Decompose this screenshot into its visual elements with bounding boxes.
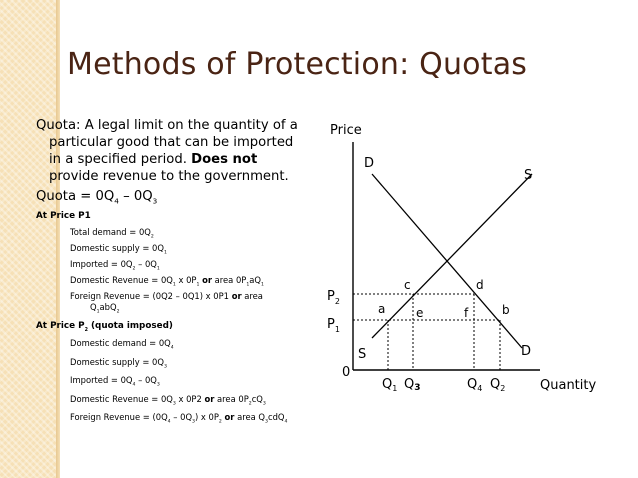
q1-label-text: Q — [382, 377, 393, 392]
item-sub: 4 — [132, 382, 136, 388]
demand-label-top: D — [364, 156, 375, 171]
item-sub: 3 — [163, 364, 167, 370]
item-bold-or: or — [231, 291, 242, 301]
item-text: Total demand = 0Q — [70, 227, 151, 237]
q2-label-sub: 2 — [500, 384, 506, 393]
item-text: x 0P — [175, 275, 197, 285]
q1-label — [382, 377, 397, 393]
slide-title: Methods of Protection: Quotas — [67, 47, 528, 82]
item-text: aQ — [249, 275, 262, 285]
item-text: Foreign Revenue = (0Q — [70, 412, 168, 422]
q4-label — [467, 377, 482, 393]
item-text: abQ — [99, 302, 117, 312]
item-text: area — [244, 291, 263, 301]
quota-def-bold: Does not — [191, 152, 258, 167]
p1-label — [327, 317, 340, 334]
q3-label — [404, 377, 421, 393]
p1-domestic-revenue — [36, 272, 336, 288]
item-sub: 2 — [132, 266, 136, 272]
p2-domestic-supply — [36, 353, 336, 372]
item-text: Domestic supply = 0Q — [70, 356, 164, 367]
q2-label-text: Q — [490, 377, 501, 392]
quota-eq-text: Quota = 0Q — [36, 189, 115, 204]
quota-equation — [36, 188, 336, 205]
item-sub: 1 — [196, 282, 200, 288]
q2-label — [490, 377, 505, 393]
q1-label-sub: 1 — [392, 384, 398, 393]
q4-label-text: Q — [467, 377, 478, 392]
p1-total-demand — [36, 224, 336, 240]
item-sub: 1 — [172, 282, 176, 288]
slide-body — [36, 117, 336, 427]
price-p1-list — [36, 224, 336, 315]
item-sub: 4 — [170, 345, 174, 351]
supply-demand-diagram — [300, 100, 630, 410]
item-text: Imported = 0Q — [70, 375, 133, 385]
item-sub: 2 — [248, 401, 252, 407]
item-text: area 0P — [214, 275, 247, 285]
supply-label-top: S — [524, 168, 533, 183]
demand-label-bottom: D — [521, 344, 532, 359]
point-d-label: d — [476, 278, 484, 292]
item-sub: 1 — [246, 282, 250, 288]
item-sub: 3 — [265, 419, 268, 425]
q3-label-sub: 3 — [414, 383, 421, 393]
p2-domestic-demand — [36, 334, 336, 353]
q4-label-sub: 4 — [477, 384, 483, 393]
item-text: cdQ — [267, 412, 285, 422]
item-sub: 1 — [163, 250, 167, 256]
item-text: x 0P2 — [175, 393, 202, 404]
quota-eq-sub: 4 — [114, 196, 119, 206]
item-sub: 3 — [192, 419, 195, 425]
point-c-label: c — [404, 278, 411, 292]
p2-foreign-revenue — [36, 408, 336, 427]
item-sub: 3 — [156, 382, 160, 388]
p2-label-text: P — [327, 289, 335, 304]
item-text: cQ — [251, 393, 263, 404]
y-axis-label: Price — [330, 123, 362, 138]
supply-label-bottom: S — [358, 347, 367, 362]
item-sub: 4 — [167, 419, 171, 425]
item-sub: 1 — [261, 282, 264, 288]
heading-text: (quota imposed) — [87, 321, 173, 331]
quota-eq-text: – 0Q — [118, 189, 153, 204]
item-text: Domestic Revenue = 0Q — [70, 393, 173, 404]
item-text: Domestic Revenue = 0Q — [70, 275, 173, 285]
item-sub: 2 — [218, 419, 222, 425]
quota-definition — [36, 117, 336, 185]
item-text: area Q — [237, 412, 266, 422]
p1-label-text: P — [327, 317, 335, 332]
p1-foreign-revenue — [36, 288, 336, 315]
p2-imported — [36, 371, 336, 390]
price-p2-list — [36, 334, 336, 427]
quota-def-line3-text: in a specified period. — [49, 152, 187, 167]
point-e-label: e — [416, 306, 424, 320]
item-text: Domestic supply = 0Q — [70, 243, 164, 253]
heading-sub: 2 — [84, 327, 88, 333]
item-bold-or: or — [224, 412, 235, 422]
x-axis-label: Quantity — [540, 378, 597, 393]
item-text: – 0Q — [135, 375, 157, 385]
item-text: area 0P — [217, 393, 249, 404]
item-sub: 3 — [262, 401, 266, 407]
quota-def-line4: provide revenue to the government. — [49, 169, 289, 184]
quota-def-line2: particular good that can be imported — [49, 135, 294, 150]
p1-imported — [36, 256, 336, 272]
item-text: Q — [90, 302, 97, 312]
quota-def-line1: Quota: A legal limit on the quantity of a — [36, 118, 298, 133]
p1-foreign-revenue-cont — [70, 302, 336, 313]
point-f-label: f — [464, 306, 469, 320]
p1-label-sub: 1 — [334, 325, 340, 334]
item-text: Domestic demand = 0Q — [70, 338, 171, 348]
item-text: Foreign Revenue = (0Q2 – 0Q1) x 0P1 — [70, 291, 230, 301]
item-sub: 3 — [172, 401, 176, 407]
item-text: Imported = 0Q — [70, 259, 133, 269]
item-text: ) x 0P — [194, 412, 219, 422]
item-text: – 0Q — [135, 259, 157, 269]
quota-eq-sub: 3 — [152, 196, 158, 206]
item-sub: 1 — [156, 266, 160, 272]
item-text: – 0Q — [170, 412, 193, 422]
p2-domestic-revenue — [36, 390, 336, 409]
item-sub: 4 — [284, 419, 288, 425]
p2-label — [327, 289, 340, 306]
item-sub: 2 — [150, 234, 154, 240]
price-p2-heading — [36, 320, 336, 332]
q3-label-text: Q — [404, 377, 415, 392]
quota-def-line3 — [36, 151, 336, 168]
point-a-label: a — [378, 302, 386, 316]
price-p1-heading: At Price P1 — [36, 211, 91, 221]
heading-text: At Price P — [36, 321, 85, 331]
origin-label: 0 — [342, 365, 351, 380]
item-sub: 1 — [96, 309, 100, 315]
point-b-label: b — [502, 303, 510, 317]
item-bold-or: or — [204, 393, 215, 404]
p1-domestic-supply — [36, 240, 336, 256]
item-bold-or: or — [202, 275, 212, 285]
p2-label-sub: 2 — [334, 297, 340, 306]
item-sub: 2 — [116, 309, 120, 315]
